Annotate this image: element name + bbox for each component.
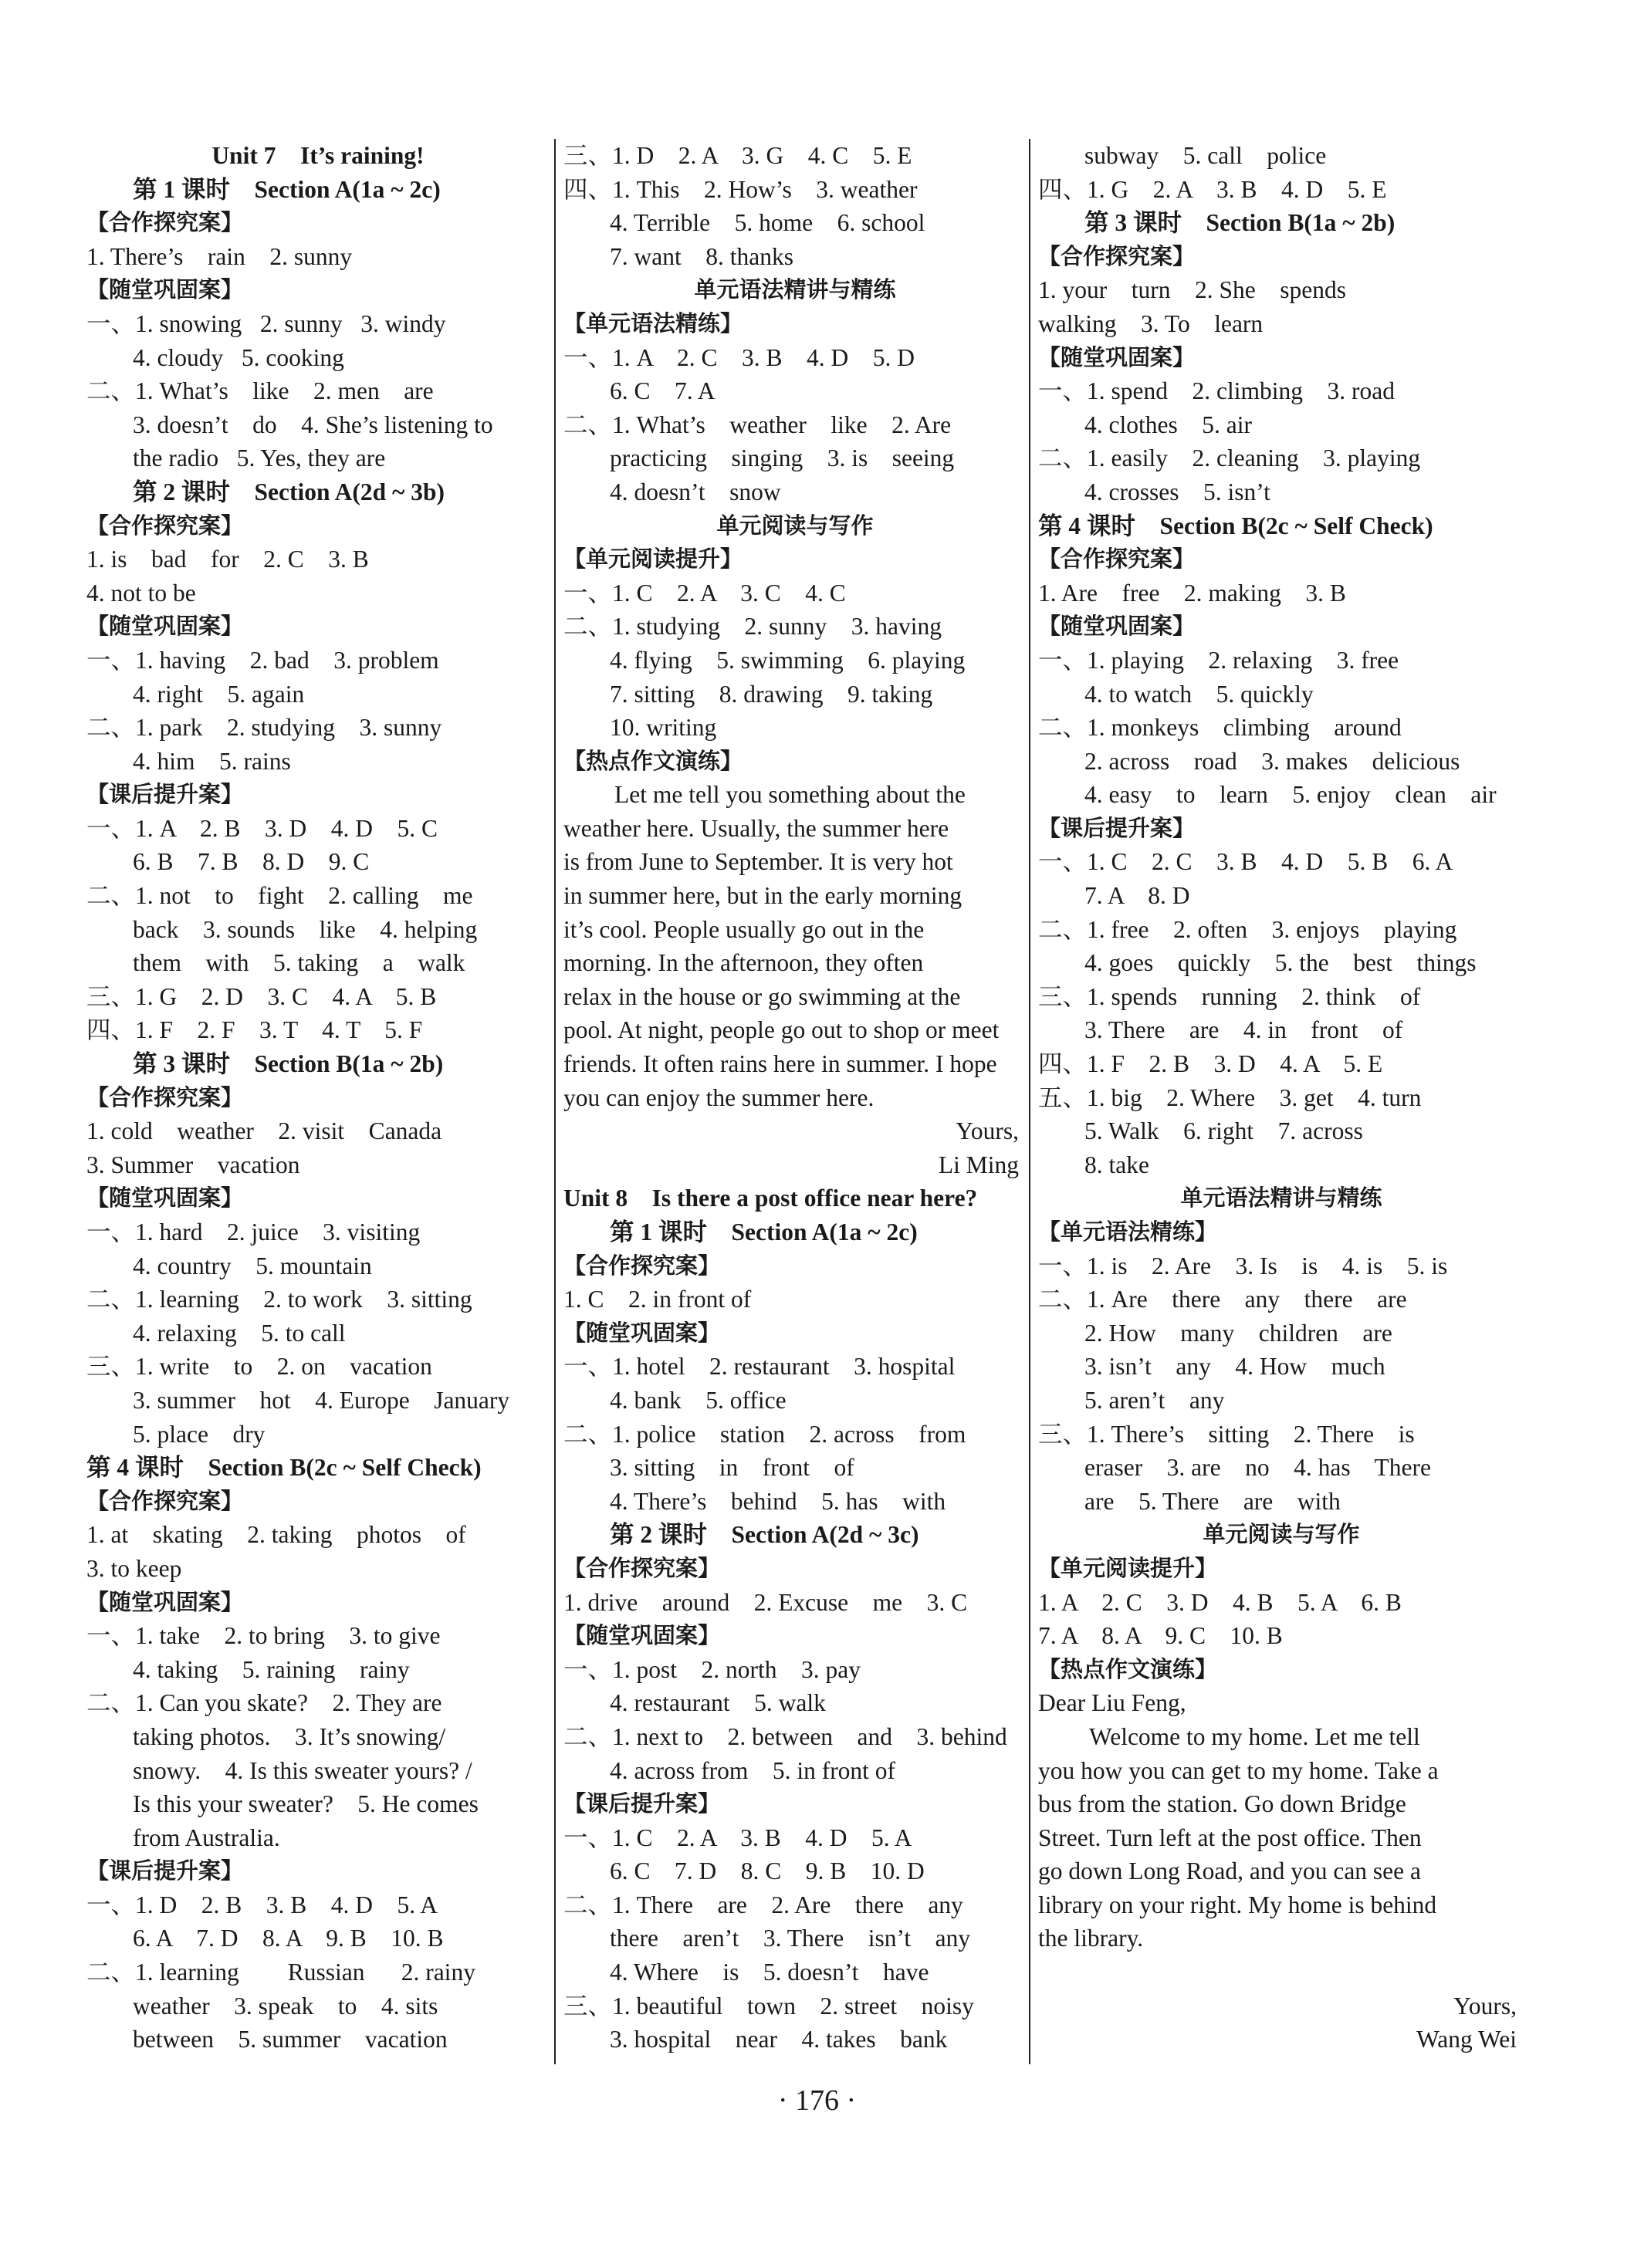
answer-line: 4. relaxing 5. to call	[133, 1319, 346, 1347]
answer-line: 一、1. playing 2. relaxing 3. free	[1038, 646, 1399, 674]
answer-line: 【随堂巩固案】	[1038, 343, 1196, 370]
answer-line: 6. C 7. D 8. C 9. B 10. D	[610, 1857, 925, 1885]
answer-line: Let me tell you something about the	[614, 781, 966, 809]
answer-line: the radio 5. Yes, they are	[133, 444, 386, 472]
answer-line: library on your right. My home is behind	[1038, 1891, 1437, 1918]
answer-line: 4. Where is 5. doesn’t have	[610, 1959, 929, 1986]
answer-line: 3. hospital near 4. takes bank	[610, 2026, 948, 2053]
answer-line: 1. is bad for 2. C 3. B	[86, 546, 369, 573]
answer-line: 【合作探究案】	[86, 512, 244, 539]
answer-line: 四、1. F 2. F 3. T 4. T 5. F	[86, 1016, 423, 1044]
answer-line: 【热点作文演练】	[563, 747, 743, 774]
answer-line: 5. Walk 6. right 7. across	[1084, 1117, 1363, 1145]
answer-line: 【合作探究案】	[86, 209, 244, 236]
answer-line: pool. At night, people go out to shop or meet	[563, 1016, 1000, 1044]
answer-line: 7. sitting 8. drawing 9. taking	[610, 680, 933, 708]
answer-line: 【合作探究案】	[563, 1554, 721, 1581]
answer-line: 四、1. G 2. A 3. B 4. D 5. E	[1038, 175, 1387, 203]
column-middle	[563, 139, 1027, 2057]
answer-line: 【课后提升案】	[86, 781, 244, 808]
answer-line: 三、1. G 2. D 3. C 4. A 5. B	[86, 982, 437, 1010]
answer-line: 3. to keep	[86, 1554, 182, 1582]
answer-line: 3. isn’t any 4. How much	[1084, 1353, 1385, 1381]
answer-line: 一、1. hard 2. juice 3. visiting	[86, 1219, 421, 1246]
answer-line: 4. goes quickly 5. the best things	[1084, 949, 1477, 977]
answer-line: 【随堂巩固案】	[563, 1622, 721, 1649]
answer-line: 【合作探究案】	[563, 1252, 721, 1279]
answer-line: 3. Summer vacation	[86, 1151, 300, 1178]
answer-line: 4. cloudy 5. cooking	[133, 343, 344, 371]
answer-line: 7. want 8. thanks	[610, 242, 793, 270]
answer-line: 4. across from 5. in front of	[610, 1756, 896, 1784]
answer-line: 【随堂巩固案】	[86, 1185, 244, 1212]
page-number: · 176 ·	[777, 2084, 857, 2117]
answer-line: 1. A 2. C 3. D 4. B 5. A 6. B	[1038, 1588, 1402, 1616]
answer-line: 4. Terrible 5. home 6. school	[610, 209, 925, 237]
answer-line: walking 3. To learn	[1038, 309, 1264, 337]
answer-line: 【合作探究案】	[86, 1083, 244, 1110]
answer-line: 【合作探究案】	[86, 1487, 244, 1514]
answer-line: 4. crosses 5. isn’t	[1084, 478, 1270, 505]
answer-line: 二、1. Can you skate? 2. They are	[86, 1689, 442, 1717]
answer-line: 5. place dry	[133, 1420, 266, 1448]
answer-line: are 5. There are with	[1084, 1487, 1341, 1515]
answer-line: is from June to September. It is very hot	[563, 848, 953, 876]
answer-line: Is this your sweater? 5. He comes	[133, 1790, 479, 1818]
answer-line: you can enjoy the summer here.	[563, 1083, 875, 1111]
answer-line: 二、1. studying 2. sunny 3. having	[563, 613, 942, 641]
answer-line: 【单元阅读提升】	[563, 546, 743, 573]
answer-line: 2. How many children are	[1084, 1319, 1392, 1347]
answer-line: 第 2 课时 Section A(2d ~ 3c)	[610, 1521, 919, 1549]
answer-line: 第 4 课时 Section B(2c ~ Self Check)	[1038, 512, 1433, 539]
answer-line: 4. restaurant 5. walk	[610, 1689, 826, 1717]
answer-line	[1038, 1955, 1524, 1989]
answer-line: morning. In the afternoon, they often	[563, 949, 924, 977]
answer-line: 3. There are 4. in front of	[1084, 1016, 1403, 1044]
answer-line: 4. not to be	[86, 579, 196, 607]
answer-line: 五、1. big 2. Where 3. get 4. turn	[1038, 1083, 1422, 1111]
answer-line: Welcome to my home. Let me tell	[1089, 1722, 1420, 1750]
answer-line: 二、1. learning Russian 2. rainy	[86, 1959, 475, 1986]
answer-line: 一、1. take 2. to bring 3. to give	[86, 1622, 441, 1650]
answer-line: 4. easy to learn 5. enjoy clean air	[1084, 781, 1497, 809]
answer-line: 三、1. There’s sitting 2. There is	[1038, 1420, 1415, 1448]
answer-line: 二、1. learning 2. to work 3. sitting	[86, 1286, 472, 1313]
answer-line: 二、1. easily 2. cleaning 3. playing	[1038, 444, 1421, 472]
answer-line: practicing singing 3. is seeing	[610, 444, 955, 472]
answer-line: 三、1. beautiful town 2. street noisy	[563, 1992, 974, 2020]
answer-line: 一、1. snowing 2. sunny 3. windy	[86, 309, 446, 337]
answer-line: relax in the house or go swimming at the	[563, 982, 961, 1010]
answer-line: 三、1. spends running 2. think of	[1038, 982, 1421, 1010]
answer-line: 【单元语法精练】	[563, 309, 743, 336]
answer-line: it’s cool. People usually go out in the	[563, 915, 925, 943]
answer-line: 四、1. F 2. B 3. D 4. A 5. E	[1038, 1050, 1383, 1078]
answer-line: 单元语法精讲与精练	[1180, 1185, 1382, 1212]
answer-line: 【课后提升案】	[86, 1857, 244, 1884]
answer-line: 【单元阅读提升】	[1038, 1554, 1218, 1581]
answer-line: 二、1. police station 2. across from	[563, 1420, 966, 1448]
answer-line: 一、1. hotel 2. restaurant 3. hospital	[563, 1353, 956, 1381]
answer-line: weather 3. speak to 4. sits	[133, 1992, 438, 2020]
answer-line: 【随堂巩固案】	[86, 1588, 244, 1615]
answer-line: 3. sitting in front of	[610, 1454, 854, 1482]
answer-line: 一、1. D 2. B 3. B 4. D 5. A	[86, 1891, 438, 1918]
answer-line: 4. to watch 5. quickly	[1084, 680, 1314, 708]
answer-line: weather here. Usually, the summer here	[563, 814, 949, 842]
answer-line: 3. doesn’t do 4. She’s listening to	[133, 411, 493, 438]
answer-line: 1. drive around 2. Excuse me 3. C	[563, 1588, 968, 1616]
answer-line: 单元阅读与写作	[716, 512, 874, 539]
answer-line: 四、1. This 2. How’s 3. weather	[563, 175, 918, 203]
answer-line: 二、1. park 2. studying 3. sunny	[86, 714, 442, 742]
answer-line: 6. C 7. A	[610, 377, 716, 405]
column-right	[1038, 139, 1524, 2057]
answer-line: 4. taking 5. raining rainy	[133, 1655, 410, 1683]
answer-line: Yours,	[956, 1117, 1019, 1145]
answer-line: 二、1. free 2. often 3. enjoys playing	[1038, 915, 1457, 943]
answer-line: 6. A 7. D 8. A 9. B 10. B	[133, 1925, 444, 1952]
answer-line: 一、1. is 2. Are 3. Is is 4. is 5. is	[1038, 1252, 1448, 1279]
answer-line: 【随堂巩固案】	[86, 276, 244, 303]
answer-line: Dear Liu Feng,	[1038, 1689, 1186, 1717]
answer-line: the library.	[1038, 1925, 1144, 1952]
answer-line: 二、1. monkeys climbing around	[1038, 714, 1402, 742]
answer-line: go down Long Road, and you can see a	[1038, 1857, 1422, 1885]
answer-line: 【随堂巩固案】	[1038, 613, 1196, 640]
answer-line: in summer here, but in the early morning	[563, 882, 962, 910]
answer-line: back 3. sounds like 4. helping	[133, 915, 478, 943]
answer-line: 二、1. next to 2. between and 3. behind	[563, 1722, 1007, 1750]
answer-line: 【随堂巩固案】	[86, 613, 244, 640]
answer-line: subway 5. call police	[1084, 142, 1327, 169]
answer-line: between 5. summer vacation	[133, 2026, 448, 2053]
answer-line: 一、1. A 2. C 3. B 4. D 5. D	[563, 343, 915, 371]
answer-line: 一、1. C 2. A 3. C 4. C	[563, 579, 846, 607]
answer-line: Wang Wei	[1416, 2026, 1517, 2053]
answer-line: eraser 3. are no 4. has There	[1084, 1454, 1431, 1482]
answer-line: 【课后提升案】	[1038, 814, 1196, 841]
answer-line: 一、1. C 2. C 3. B 4. D 5. B 6. A	[1038, 848, 1453, 876]
answer-line: Street. Turn left at the post office. Then	[1038, 1824, 1422, 1851]
answer-line: 二、1. There are 2. Are there any	[563, 1891, 963, 1918]
answer-line: 10. writing	[610, 714, 717, 742]
column-divider-right	[1029, 139, 1030, 2064]
answer-line: 4. doesn’t snow	[610, 478, 781, 505]
answer-line: from Australia.	[133, 1824, 280, 1851]
answer-line: 1. your turn 2. She spends	[1038, 276, 1346, 304]
answer-line: there aren’t 3. There isn’t any	[610, 1925, 971, 1952]
answer-line: 第 3 课时 Section B(1a ~ 2b)	[1084, 209, 1395, 237]
answer-line: 4. him 5. rains	[133, 747, 291, 775]
answer-line: 第 3 课时 Section B(1a ~ 2b)	[133, 1050, 444, 1078]
column-left	[86, 139, 550, 2057]
answer-line: 1. at skating 2. taking photos of	[86, 1521, 466, 1549]
answer-line: Unit 7 It’s raining!	[211, 142, 425, 169]
answer-line: 单元阅读与写作	[1203, 1521, 1360, 1548]
answer-line: 1. C 2. in front of	[563, 1286, 752, 1313]
answer-line: 第 4 课时 Section B(2c ~ Self Check)	[86, 1454, 482, 1482]
answer-line: 1. Are free 2. making 3. B	[1038, 579, 1346, 607]
answer-line: 第 1 课时 Section A(1a ~ 2c)	[133, 175, 441, 203]
answer-line: 1. There’s rain 2. sunny	[86, 242, 353, 270]
answer-line: 第 2 课时 Section A(2d ~ 3b)	[133, 478, 445, 505]
answer-line: 4. right 5. again	[133, 680, 305, 708]
answer-line: snowy. 4. Is this sweater yours? /	[133, 1756, 472, 1784]
column-divider-left	[554, 139, 556, 2064]
answer-line: 二、1. What’s weather like 2. Are	[563, 411, 952, 438]
answer-line: 一、1. post 2. north 3. pay	[563, 1655, 861, 1683]
answer-line: 7. A 8. D	[1084, 882, 1190, 910]
answer-line: 2. across road 3. makes delicious	[1084, 747, 1460, 775]
answer-line: friends. It often rains here in summer. I hope	[563, 1050, 997, 1078]
answer-line: 【单元语法精练】	[1038, 1219, 1218, 1245]
answer-line: 单元语法精讲与精练	[694, 276, 896, 303]
answer-line: 【随堂巩固案】	[563, 1319, 721, 1346]
answer-line: bus from the station. Go down Bridge	[1038, 1790, 1406, 1818]
answer-line: taking photos. 3. It’s snowing/	[133, 1722, 446, 1750]
answer-line: 4. country 5. mountain	[133, 1252, 372, 1279]
answer-line: 5. aren’t any	[1084, 1386, 1225, 1414]
answer-line: 4. bank 5. office	[610, 1386, 787, 1414]
answer-line: 一、1. C 2. A 3. B 4. D 5. A	[563, 1824, 912, 1851]
answer-line: 一、1. having 2. bad 3. problem	[86, 646, 439, 674]
answer-line: 4. clothes 5. air	[1084, 411, 1252, 438]
answer-line: 【合作探究案】	[1038, 242, 1196, 269]
answer-line: 二、1. What’s like 2. men are	[86, 377, 434, 405]
answer-line: 【合作探究案】	[1038, 546, 1196, 573]
answer-line: Yours,	[1453, 1992, 1517, 2020]
answer-line: Unit 8 Is there a post office near here?	[563, 1185, 978, 1212]
answer-line: Li Ming	[938, 1151, 1019, 1178]
answer-line: 一、1. A 2. B 3. D 4. D 5. C	[86, 814, 438, 842]
answer-line: 7. A 8. A 9. C 10. B	[1038, 1622, 1283, 1650]
answer-line: 三、1. D 2. A 3. G 4. C 5. E	[563, 142, 912, 169]
answer-line: 【课后提升案】	[563, 1790, 721, 1817]
answer-line: 一、1. spend 2. climbing 3. road	[1038, 377, 1395, 405]
answer-line: them with 5. taking a walk	[133, 949, 465, 977]
answer-line: 3. summer hot 4. Europe January	[133, 1386, 510, 1414]
answer-line: 1. cold weather 2. visit Canada	[86, 1117, 442, 1145]
answer-line: 8. take	[1084, 1151, 1149, 1178]
answer-line: 4. flying 5. swimming 6. playing	[610, 646, 966, 674]
answer-line: 6. B 7. B 8. D 9. C	[133, 848, 370, 876]
answer-line: 二、1. not to fight 2. calling me	[86, 882, 473, 910]
answer-line: 第 1 课时 Section A(1a ~ 2c)	[610, 1219, 918, 1246]
answer-line: 【热点作文演练】	[1038, 1655, 1218, 1682]
answer-line: 二、1. Are there any there are	[1038, 1286, 1407, 1313]
answer-line: 4. There’s behind 5. has with	[610, 1487, 946, 1515]
answer-line: 三、1. write to 2. on vacation	[86, 1353, 432, 1381]
answer-line: you how you can get to my home. Take a	[1038, 1756, 1439, 1784]
